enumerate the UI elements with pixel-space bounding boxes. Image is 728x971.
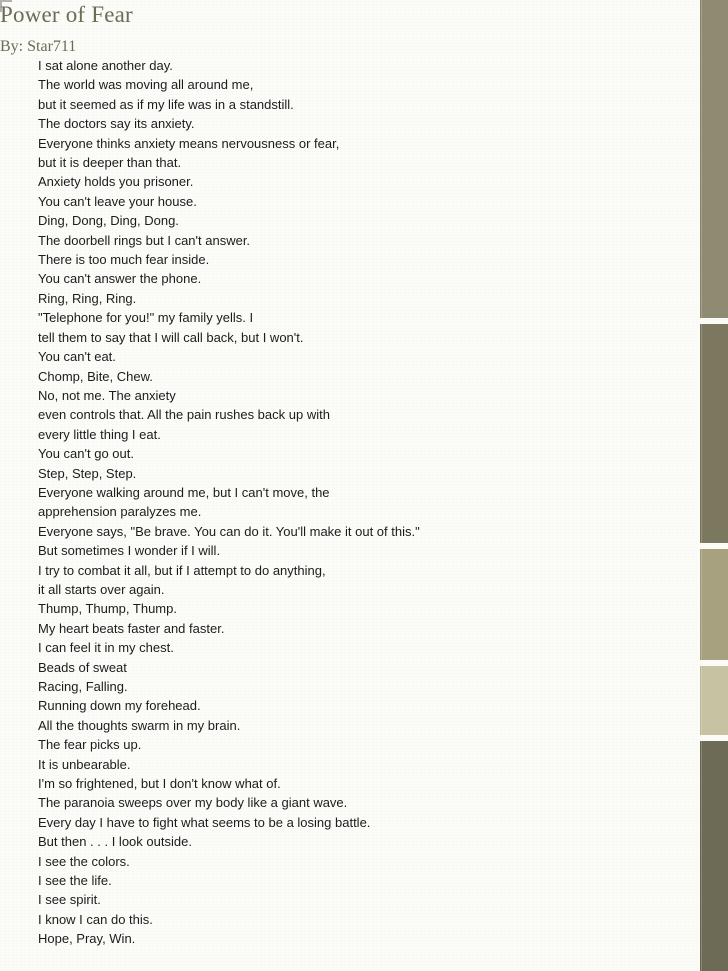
poem-line: The fear picks up. (38, 737, 142, 753)
poem-line: Ring, Ring, Ring. (38, 290, 137, 306)
decorative-side-block (700, 666, 728, 736)
page-title: Power of Fear (0, 2, 133, 27)
poem-line: it all starts over again. (38, 581, 165, 597)
poem-body (38, 56, 678, 949)
poem-line: Anxiety holds you prisoner. (38, 174, 194, 190)
poem-line: The doorbell rings but I can't answer. (38, 232, 251, 248)
poem-line: But then . . . I look outside. (38, 834, 192, 850)
poem-line: Beads of sweat (38, 659, 127, 675)
poem-line: I'm so frightened, but I don't know what of. (38, 776, 281, 792)
decorative-side-block (700, 324, 728, 543)
poem-line: You can't answer the phone. (38, 271, 202, 287)
poem-line: You can't leave your house. (38, 193, 197, 209)
poem-line: even controls that. All the pain rushes back up with (38, 407, 330, 423)
poem-line: every little thing I eat. (38, 426, 161, 442)
poem-line: Thump, Thump, Thump. (38, 601, 177, 617)
poem-line: But sometimes I wonder if I will. (38, 543, 221, 559)
decorative-side-block (700, 0, 728, 318)
poem-line: I see spirit. (38, 892, 101, 908)
poem-line: No, not me. The anxiety (38, 387, 176, 403)
poem-line: Everyone walking around me, but I can't move, the (38, 484, 330, 500)
poem-line: I see the colors. (38, 853, 130, 869)
poem-line: "Telephone for you!" my family yells. I (38, 310, 254, 326)
poem-line: Everyone says, "Be brave. You can do it. You'll make it out of this." (38, 523, 420, 539)
poem-line: apprehension paralyzes me. (38, 504, 202, 520)
poem-line: You can't eat. (38, 349, 116, 365)
poem-line: Everyone thinks anxiety means nervousness or fear, (38, 135, 340, 151)
poem-line: Ding, Dong, Ding, Dong. (38, 213, 179, 229)
poem-line: Racing, Falling. (38, 679, 128, 694)
poem-line: but it seemed as if my life was in a standstill. (38, 96, 294, 112)
poem-line: tell them to say that I will call back, but I won't. (38, 329, 304, 345)
poem-line: The doctors say its anxiety. (38, 116, 195, 132)
author-line: By: Star711 (0, 38, 77, 55)
poem-line: All the thoughts swarm in my brain. (38, 717, 241, 733)
decorative-side-block (700, 549, 728, 660)
poem-line: I try to combat it all, but if I attempt to do anything, (38, 562, 326, 578)
decorative-side-block (700, 741, 728, 971)
poem-line: Every day I have to fight what seems to be a losing battle. (38, 814, 371, 830)
decorative-side-strip (700, 0, 728, 971)
poem-line: It is unbearable. (38, 756, 131, 772)
poem-line: Running down my forehead. (38, 698, 201, 714)
poem-line: Chomp, Bite, Chew. (38, 368, 153, 384)
poem-line: Hope, Pray, Win. (38, 931, 136, 947)
poem-line: Step, Step, Step. (38, 465, 137, 481)
poem-line: My heart beats faster and faster. (38, 620, 225, 636)
poem-line: I sat alone another day. (38, 58, 173, 73)
poem-line: There is too much fear inside. (38, 252, 210, 268)
poem-line: The world was moving all around me, (38, 77, 254, 93)
poem-line: I can feel it in my chest. (38, 640, 174, 656)
poem-line: The paranoia sweeps over my body like a giant wave. (38, 795, 348, 811)
poem-line: but it is deeper than that. (38, 155, 182, 171)
poem-line: You can't go out. (38, 446, 134, 462)
poem-line: I see the life. (38, 873, 112, 889)
poem-line: I know I can do this. (38, 911, 153, 927)
